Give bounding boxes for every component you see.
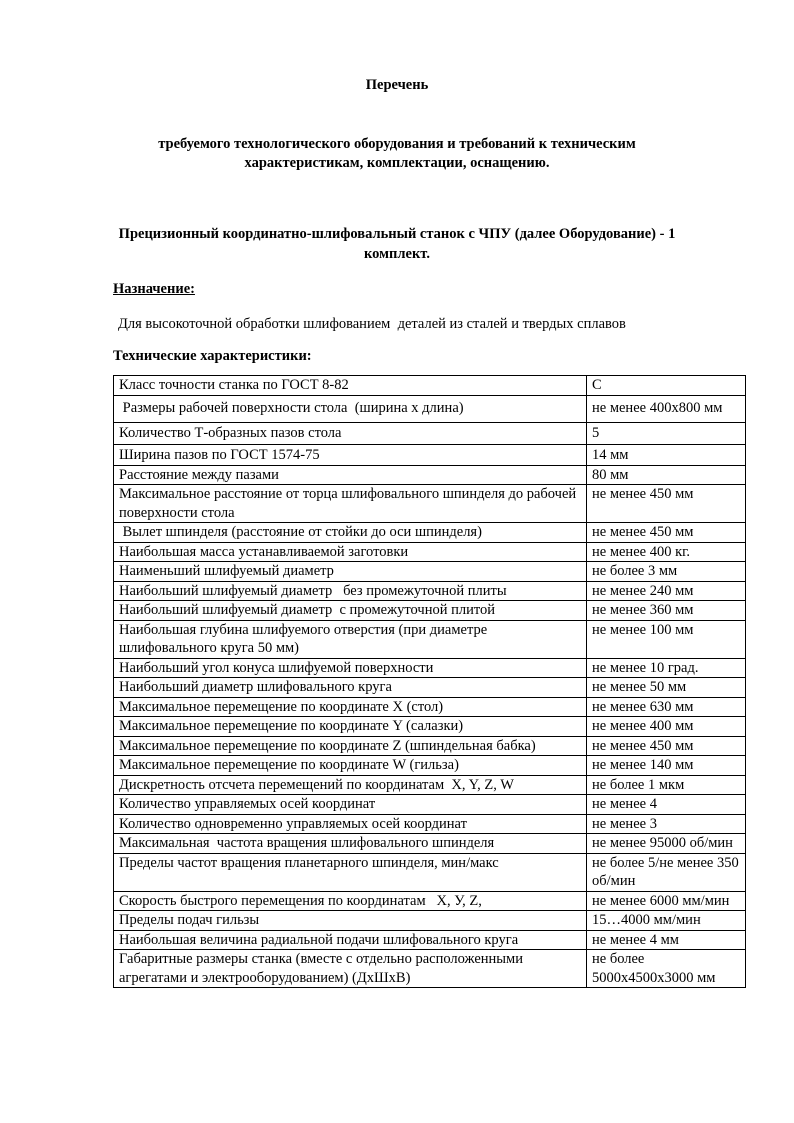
spec-name: Максимальное перемещение по координате W (гильза) — [114, 756, 587, 776]
spec-name: Пределы подач гильзы — [114, 911, 587, 931]
spec-name: Наибольший шлифуемый диаметр без промежуточной плиты — [114, 581, 587, 601]
spec-value: не менее 400 мм — [587, 717, 746, 737]
spec-value: не менее 400х800 мм — [587, 395, 746, 422]
spec-name: Расстояние между пазами — [114, 465, 587, 485]
spec-name: Количество Т-образных пазов стола — [114, 422, 587, 444]
spec-value: не более 1 мкм — [587, 775, 746, 795]
spec-row — [114, 376, 746, 396]
spec-name: Пределы частот вращения планетарного шпинделя, мин/макс — [114, 853, 587, 891]
spec-value: 5 — [587, 422, 746, 444]
document-subheading-line2: характеристикам, комплектации, оснащению. — [244, 155, 550, 171]
spec-row — [114, 717, 746, 737]
purpose-text: Для высокоточной обработки шлифованием деталей из сталей и твердых сплавов — [118, 316, 626, 332]
spec-name: Габаритные размеры станка (вместе с отдельно расположенными агрегатами и электрооборудованием) (ДхШхВ) — [114, 950, 587, 988]
spec-row — [114, 853, 746, 891]
spec-value: не менее 630 мм — [587, 697, 746, 717]
spec-value: не менее 3 — [587, 814, 746, 834]
spec-row — [114, 930, 746, 950]
spec-name: Наибольшая глубина шлифуемого отверстия (при диаметре шлифовального круга 50 мм) — [114, 620, 587, 658]
spec-name: Размеры рабочей поверхности стола (ширина х длина) — [114, 395, 587, 422]
spec-name: Наибольший угол конуса шлифуемой поверхности — [114, 658, 587, 678]
spec-row — [114, 891, 746, 911]
spec-name: Максимальное перемещение по координате X (стол) — [114, 697, 587, 717]
spec-value: не менее 100 мм — [587, 620, 746, 658]
spec-value: не менее 6000 мм/мин — [587, 891, 746, 911]
spec-name: Наибольшая масса устанавливаемой заготовки — [114, 542, 587, 562]
spec-row — [114, 444, 746, 465]
spec-row — [114, 775, 746, 795]
spec-row — [114, 795, 746, 815]
spec-row — [114, 678, 746, 698]
spec-value: С — [587, 376, 746, 396]
spec-value: 14 мм — [587, 444, 746, 465]
spec-row — [114, 485, 746, 523]
spec-name: Класс точности станка по ГОСТ 8-82 — [114, 376, 587, 396]
spec-row — [114, 562, 746, 582]
spec-value: не менее 450 мм — [587, 523, 746, 543]
spec-value: не менее 4 — [587, 795, 746, 815]
specs-label: Технические характеристики: — [113, 348, 312, 364]
spec-value: не менее 400 кг. — [587, 542, 746, 562]
spec-row — [114, 465, 746, 485]
spec-value: не более 5/не менее 350 об/мин — [587, 853, 746, 891]
spec-name: Наибольшая величина радиальной подачи шлифовального круга — [114, 930, 587, 950]
spec-name: Максимальное перемещение по координате Z (шпиндельная бабка) — [114, 736, 587, 756]
spec-name: Наибольший шлифуемый диаметр с промежуточной плитой — [114, 601, 587, 621]
spec-row — [114, 395, 746, 422]
spec-value: не менее 360 мм — [587, 601, 746, 621]
spec-row — [114, 658, 746, 678]
spec-row — [114, 601, 746, 621]
document-subheading-line1: требуемого технологического оборудования и требований к техническим — [158, 136, 636, 152]
spec-row — [114, 756, 746, 776]
purpose-label: Назначение: — [113, 281, 195, 297]
spec-value: не менее 95000 об/мин — [587, 834, 746, 854]
spec-name: Максимальное перемещение по координате Y (салазки) — [114, 717, 587, 737]
spec-value: не менее 140 мм — [587, 756, 746, 776]
spec-row — [114, 620, 746, 658]
spec-value: не более 3 мм — [587, 562, 746, 582]
spec-value: не менее 240 мм — [587, 581, 746, 601]
spec-row — [114, 542, 746, 562]
spec-value: не более 5000х4500х3000 мм — [587, 950, 746, 988]
spec-name: Наибольший диаметр шлифовального круга — [114, 678, 587, 698]
equipment-title-line1: Прецизионный координатно-шлифовальный станок с ЧПУ (далее Оборудование) - 1 — [118, 226, 676, 242]
spec-row — [114, 697, 746, 717]
spec-value: не менее 10 град. — [587, 658, 746, 678]
spec-value: не менее 50 мм — [587, 678, 746, 698]
spec-row — [114, 834, 746, 854]
spec-name: Количество управляемых осей координат — [114, 795, 587, 815]
equipment-title-line2: комплект. — [364, 246, 430, 262]
specs-table — [113, 375, 746, 988]
spec-name: Максимальное расстояние от торца шлифовального шпинделя до рабочей поверхности стола — [114, 485, 587, 523]
spec-row — [114, 422, 746, 444]
document-heading: Перечень — [365, 77, 429, 93]
spec-value: 80 мм — [587, 465, 746, 485]
spec-value: не менее 450 мм — [587, 736, 746, 756]
spec-value: не менее 450 мм — [587, 485, 746, 523]
spec-row — [114, 523, 746, 543]
spec-name: Вылет шпинделя (расстояние от стойки до оси шпинделя) — [114, 523, 587, 543]
spec-row — [114, 911, 746, 931]
spec-row — [114, 736, 746, 756]
spec-name: Скорость быстрого перемещения по координатам X, У, Z, — [114, 891, 587, 911]
spec-name: Дискретность отсчета перемещений по координатам X, Y, Z, W — [114, 775, 587, 795]
spec-row — [114, 581, 746, 601]
spec-name: Ширина пазов по ГОСТ 1574-75 — [114, 444, 587, 465]
spec-name: Наименьший шлифуемый диаметр — [114, 562, 587, 582]
spec-row — [114, 950, 746, 988]
spec-row — [114, 814, 746, 834]
spec-name: Количество одновременно управляемых осей координат — [114, 814, 587, 834]
spec-value: не менее 4 мм — [587, 930, 746, 950]
spec-name: Максимальная частота вращения шлифовального шпинделя — [114, 834, 587, 854]
spec-value: 15…4000 мм/мин — [587, 911, 746, 931]
